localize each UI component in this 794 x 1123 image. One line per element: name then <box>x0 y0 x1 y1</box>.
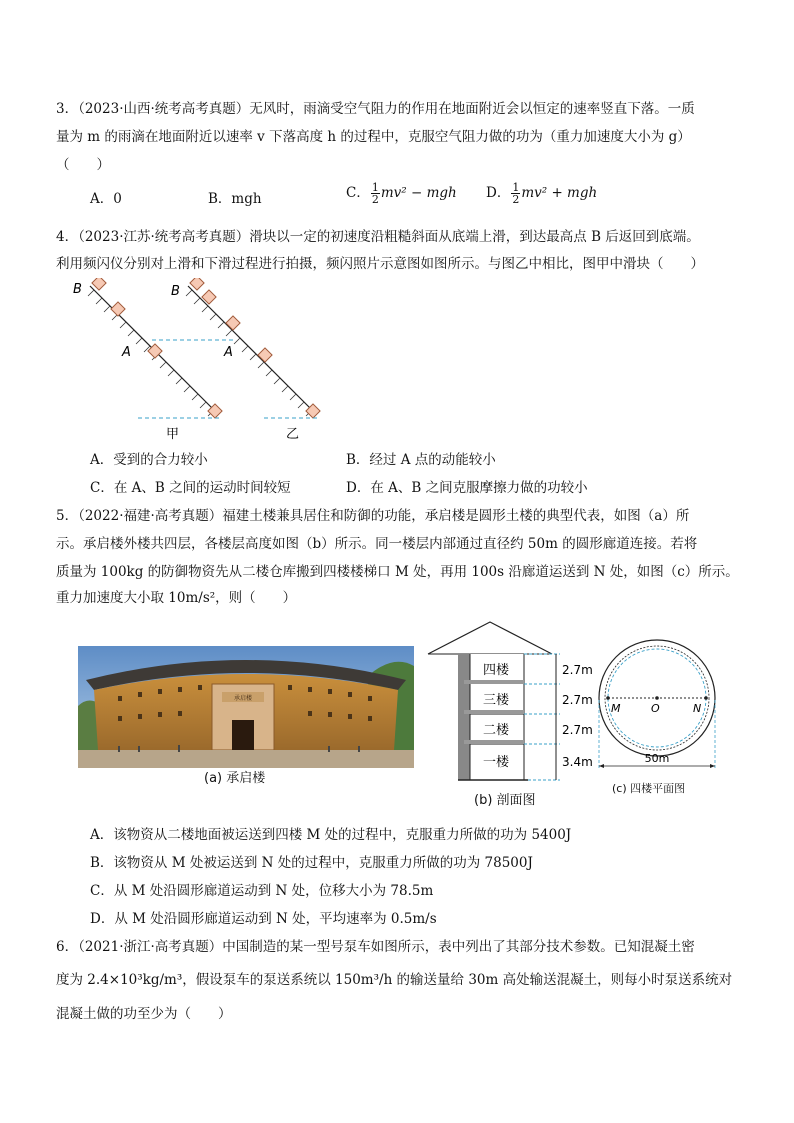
figure-c-plan <box>594 636 724 786</box>
q3-option-c-expression: mv² − mgh <box>380 185 457 201</box>
q3-option-a: A．0 <box>90 191 122 207</box>
tulou-sign: 承启楼 <box>233 695 253 702</box>
q5-stem-line1: 5．（2022·福建·高考真题）福建土楼兼具居住和防御的功能，承启楼是圆形土楼的典型代表，如图（a）所 <box>56 508 690 524</box>
figure-c-caption: (c) 四楼平面图 <box>612 782 686 795</box>
q5-option-d: D．从 M 处沿圆形廊道运动到 N 处，平均速率为 0.5m/s <box>90 911 437 927</box>
floor-height-1: 3.4m <box>562 755 593 769</box>
label-b-jia: B <box>73 282 82 297</box>
label-a-yi: A <box>224 345 233 360</box>
fraction-numerator: 1 <box>512 181 520 194</box>
q6-stem-line2: 度为 2.4×10³kg/m³，假设泵车的泵送系统以 150m³/h 的输送量给 30m 高处输送混凝土，则每小时泵送系统对 <box>56 972 733 988</box>
q5-stem-line2: 示。承启楼外楼共四层，各楼层高度如图（b）所示。同一楼层内部通过直径约 50m 的圆形廊道连接。若将 <box>56 536 698 552</box>
q5-option-a: A．该物资从二楼地面被运送到四楼 M 处的过程中，克服重力所做的功为 5400J <box>90 827 572 843</box>
q3-option-c-prefix: C． <box>346 185 370 201</box>
diameter-label: 50m <box>644 752 670 765</box>
q3-stem-line1: 3．（2023·山西·统考高考真题）无风时，雨滴受空气阻力的作用在地面附近会以恒定的速率竖直下落。一质 <box>56 101 695 117</box>
q3-option-b: B．mgh <box>208 191 262 207</box>
floor-label-3: 三楼 <box>482 693 510 708</box>
incline-yi <box>186 278 320 418</box>
q4-option-d: D．在 A、B 之间克服摩擦力做的功较小 <box>346 480 588 496</box>
q6-stem-line3: 混凝土做的功至少为（ ） <box>56 1006 232 1022</box>
slider-block-jia <box>92 278 222 418</box>
q3-option-d-fraction <box>511 182 520 205</box>
q4-stem-line1: 4．（2023·江苏·统考高考真题）滑块以一定的初速度沿粗糙斜面从底端上滑，到达最高点 B 后返回到底端。 <box>56 229 700 245</box>
q5-stem-line3: 质量为 100kg 的防御物资先从二楼仓库搬到四楼楼梯口 M 处，再用 100s 沿廊道运送到 N 处，如图（c）所示。 <box>56 564 739 580</box>
q3-stem-line3: （ ） <box>56 157 110 173</box>
q5-option-b: B．该物资从 M 处被运送到 N 处的过程中，克服重力所做的功为 78500J <box>90 855 533 871</box>
label-m: M <box>611 702 621 715</box>
figure-b-section <box>424 618 600 788</box>
label-n: N <box>693 702 702 715</box>
fraction-numerator: 1 <box>371 181 379 194</box>
floor-label-2: 二楼 <box>482 723 510 738</box>
q3-option-c <box>346 182 457 205</box>
q4-option-b: B．经过 A 点的动能较小 <box>346 452 496 468</box>
incline-jia <box>88 278 222 418</box>
q3-option-c-fraction <box>371 182 380 205</box>
q3-stem-line2: 量为 m 的雨滴在地面附近以速率 v 下落高度 h 的过程中，克服空气阻力做的功为（重力加速度大小为 g） <box>56 129 691 145</box>
label-a-jia: A <box>122 345 131 360</box>
label-jia: 甲 <box>166 427 180 442</box>
floor-height-4: 2.7m <box>562 663 593 677</box>
label-o: O <box>651 702 660 715</box>
fraction-denominator: 2 <box>512 193 520 206</box>
floor-height-2: 2.7m <box>562 723 593 737</box>
q5-option-c: C．从 M 处沿圆形廊道运动到 N 处，位移大小为 78.5m <box>90 883 434 899</box>
label-b-yi: B <box>171 284 180 299</box>
floor-label-4: 四楼 <box>482 663 510 678</box>
q6-stem-line1: 6．（2021·浙江·高考真题）中国制造的某一型号泵车如图所示，表中列出了其部分技术参数。已知混凝土密 <box>56 939 695 955</box>
slider-block-yi <box>190 278 320 418</box>
floor-label-1: 一楼 <box>482 755 510 770</box>
label-yi: 乙 <box>286 427 300 442</box>
fraction-denominator: 2 <box>371 193 379 206</box>
figure-b-caption: (b) 剖面图 <box>474 793 536 808</box>
q3-option-d-expression: mv² + mgh <box>521 185 598 201</box>
q3-option-d <box>486 182 597 205</box>
q4-option-c: C．在 A、B 之间的运动时间较短 <box>90 480 291 496</box>
q5-stem-line4: 重力加速度大小取 10m/s²，则（ ） <box>56 590 297 606</box>
q4-incline-figure <box>60 278 350 446</box>
floor-height-3: 2.7m <box>562 693 593 707</box>
q4-option-a: A．受到的合力较小 <box>90 452 208 468</box>
q4-stem-line2: 利用频闪仪分别对上滑和下滑过程进行拍摄，频闪照片示意图如图所示。与图乙中相比，图甲中滑块（ ） <box>56 256 704 272</box>
figure-a-tulou-photo <box>78 646 414 768</box>
figure-a-caption: (a) 承启楼 <box>204 771 266 786</box>
q3-option-d-prefix: D． <box>486 185 511 201</box>
